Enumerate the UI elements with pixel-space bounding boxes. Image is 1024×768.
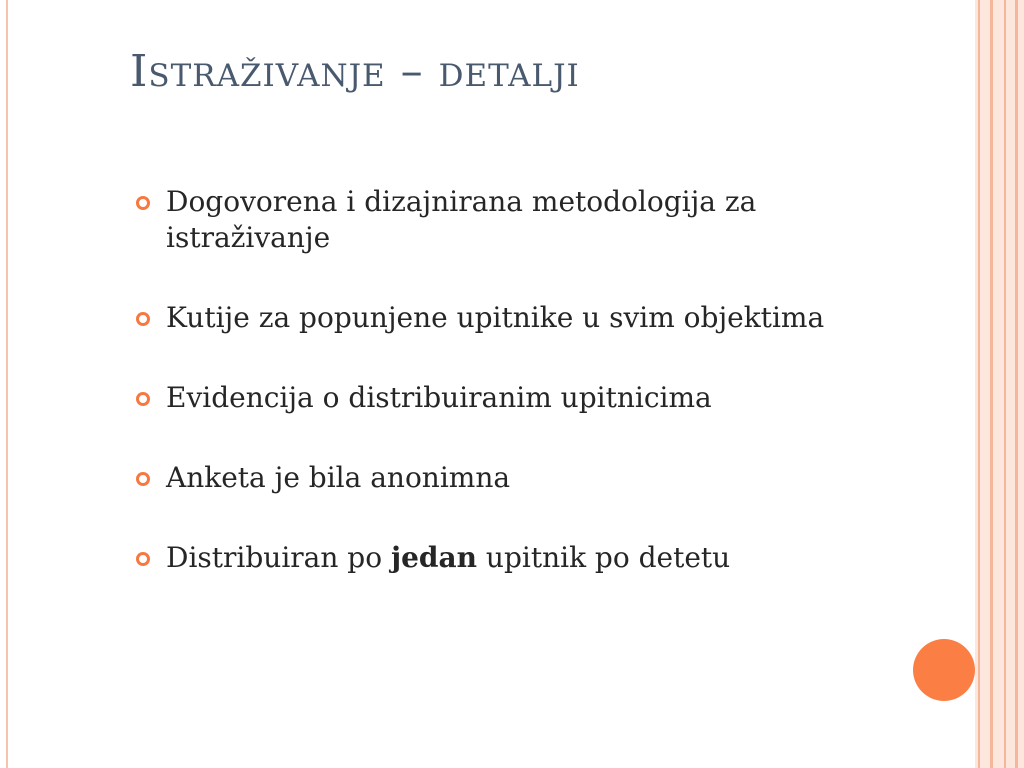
bullet-ring-icon: [136, 196, 150, 210]
border-stripe: [990, 0, 993, 768]
border-stripe: [1015, 0, 1018, 768]
bullet-text: Anketa je bila anonimna: [166, 461, 511, 494]
bullet-text-emphasis: jedan: [390, 541, 478, 574]
border-stripe: [978, 0, 980, 768]
bullet-ring-icon: [136, 392, 150, 406]
bullet-text-start: Distribuiran po: [166, 541, 391, 574]
bullet-list: [136, 184, 836, 576]
bullet-text-end: upitnik po detetu: [477, 541, 731, 574]
bullet-item: [136, 540, 836, 576]
bullet-ring-icon: [136, 472, 150, 486]
bullet-item: [136, 184, 836, 256]
bullet-item: [136, 460, 836, 496]
bullet-text: Dogovorena i dizajnirana metodologija za istraživanje: [166, 185, 757, 254]
slide-title: Istraživanje – detalji: [130, 46, 580, 97]
bullet-ring-icon: [136, 312, 150, 326]
border-stripe: [1004, 0, 1006, 768]
decorative-circle: [913, 639, 975, 701]
bullet-item: [136, 380, 836, 416]
left-border-line: [6, 0, 8, 768]
bullet-ring-icon: [136, 552, 150, 566]
right-decorative-border: [975, 0, 1024, 768]
bullet-item: [136, 300, 836, 336]
bullet-text: Evidencija o distribuiranim upitnicima: [166, 381, 712, 414]
bullet-text: Kutije za popunjene upitnike u svim objektima: [166, 301, 825, 334]
